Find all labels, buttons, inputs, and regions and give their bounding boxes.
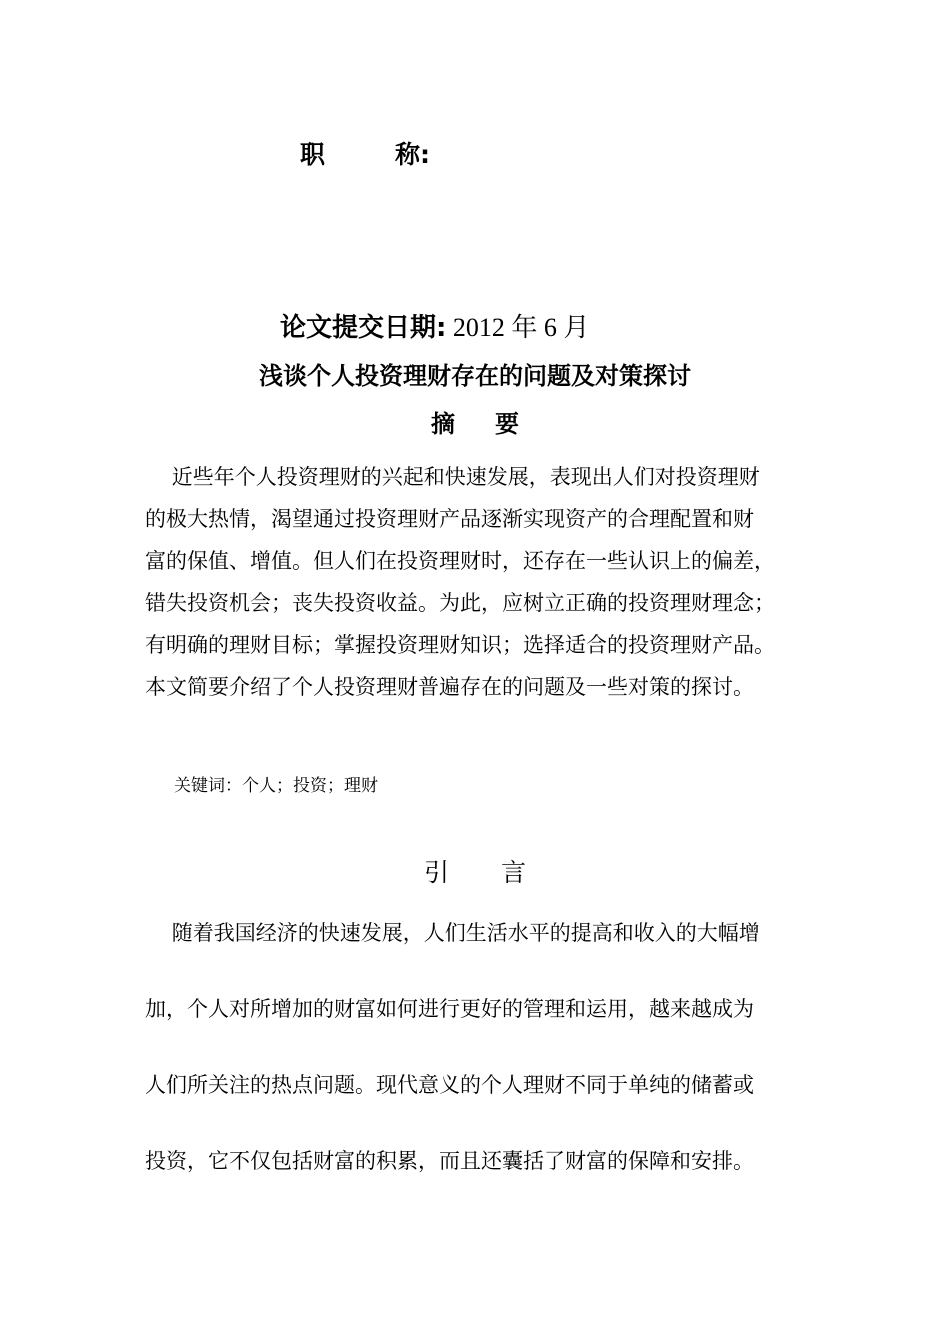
abstract-line: 近些年个人投资理财的兴起和快速发展，表现出人们对投资理财: [145, 465, 760, 489]
introduction-line: 加，个人对所增加的财富如何进行更好的管理和运用，越来越成为: [145, 997, 754, 1021]
abstract-line: 富的保值、增值。但人们在投资理财时，还存在一些认识上的偏差，: [145, 549, 775, 573]
submission-date: [280, 312, 589, 344]
submission-date-colon: :: [436, 313, 447, 343]
job-title-char-2: 称:: [395, 140, 431, 169]
introduction-heading-char-1: 引: [423, 858, 449, 887]
introduction-line: 人们所关注的热点问题。现代意义的个人理财不同于单纯的储蓄或: [145, 1073, 754, 1097]
introduction-heading: [0, 856, 950, 890]
abstract-heading-char-2: 要: [495, 410, 519, 438]
abstract-line: 本文简要介绍了个人投资理财普遍存在的问题及一些对策的探讨。: [145, 675, 754, 699]
job-title-label: [300, 140, 430, 170]
introduction-heading-char-2: 言: [501, 858, 527, 887]
submission-date-label: 论文提交日期: [280, 313, 437, 343]
keywords: 关键词：个人；投资；理财: [174, 776, 378, 796]
abstract-line: 有明确的理财目标；掌握投资理财知识；选择适合的投资理财产品。: [145, 633, 775, 657]
abstract-heading: [0, 408, 950, 440]
abstract-line: 的极大热情，渴望通过投资理财产品逐渐实现资产的合理配置和财: [145, 507, 754, 531]
job-title-char-1: 职: [300, 140, 326, 169]
submission-date-value: 2012 年 6 月: [446, 313, 590, 342]
paper-title: 浅谈个人投资理财存在的问题及对策探讨: [259, 362, 691, 390]
abstract-line: 错失投资机会；丧失投资收益。为此，应树立正确的投资理财理念；: [145, 591, 775, 615]
abstract-heading-char-1: 摘: [431, 410, 455, 438]
introduction-line: 投资，它不仅包括财富的积累，而且还囊括了财富的保障和安排。: [145, 1149, 754, 1173]
introduction-body: [145, 920, 825, 1224]
introduction-line: 随着我国经济的快速发展，人们生活水平的提高和收入的大幅增: [145, 921, 760, 945]
abstract-body: [145, 456, 825, 708]
